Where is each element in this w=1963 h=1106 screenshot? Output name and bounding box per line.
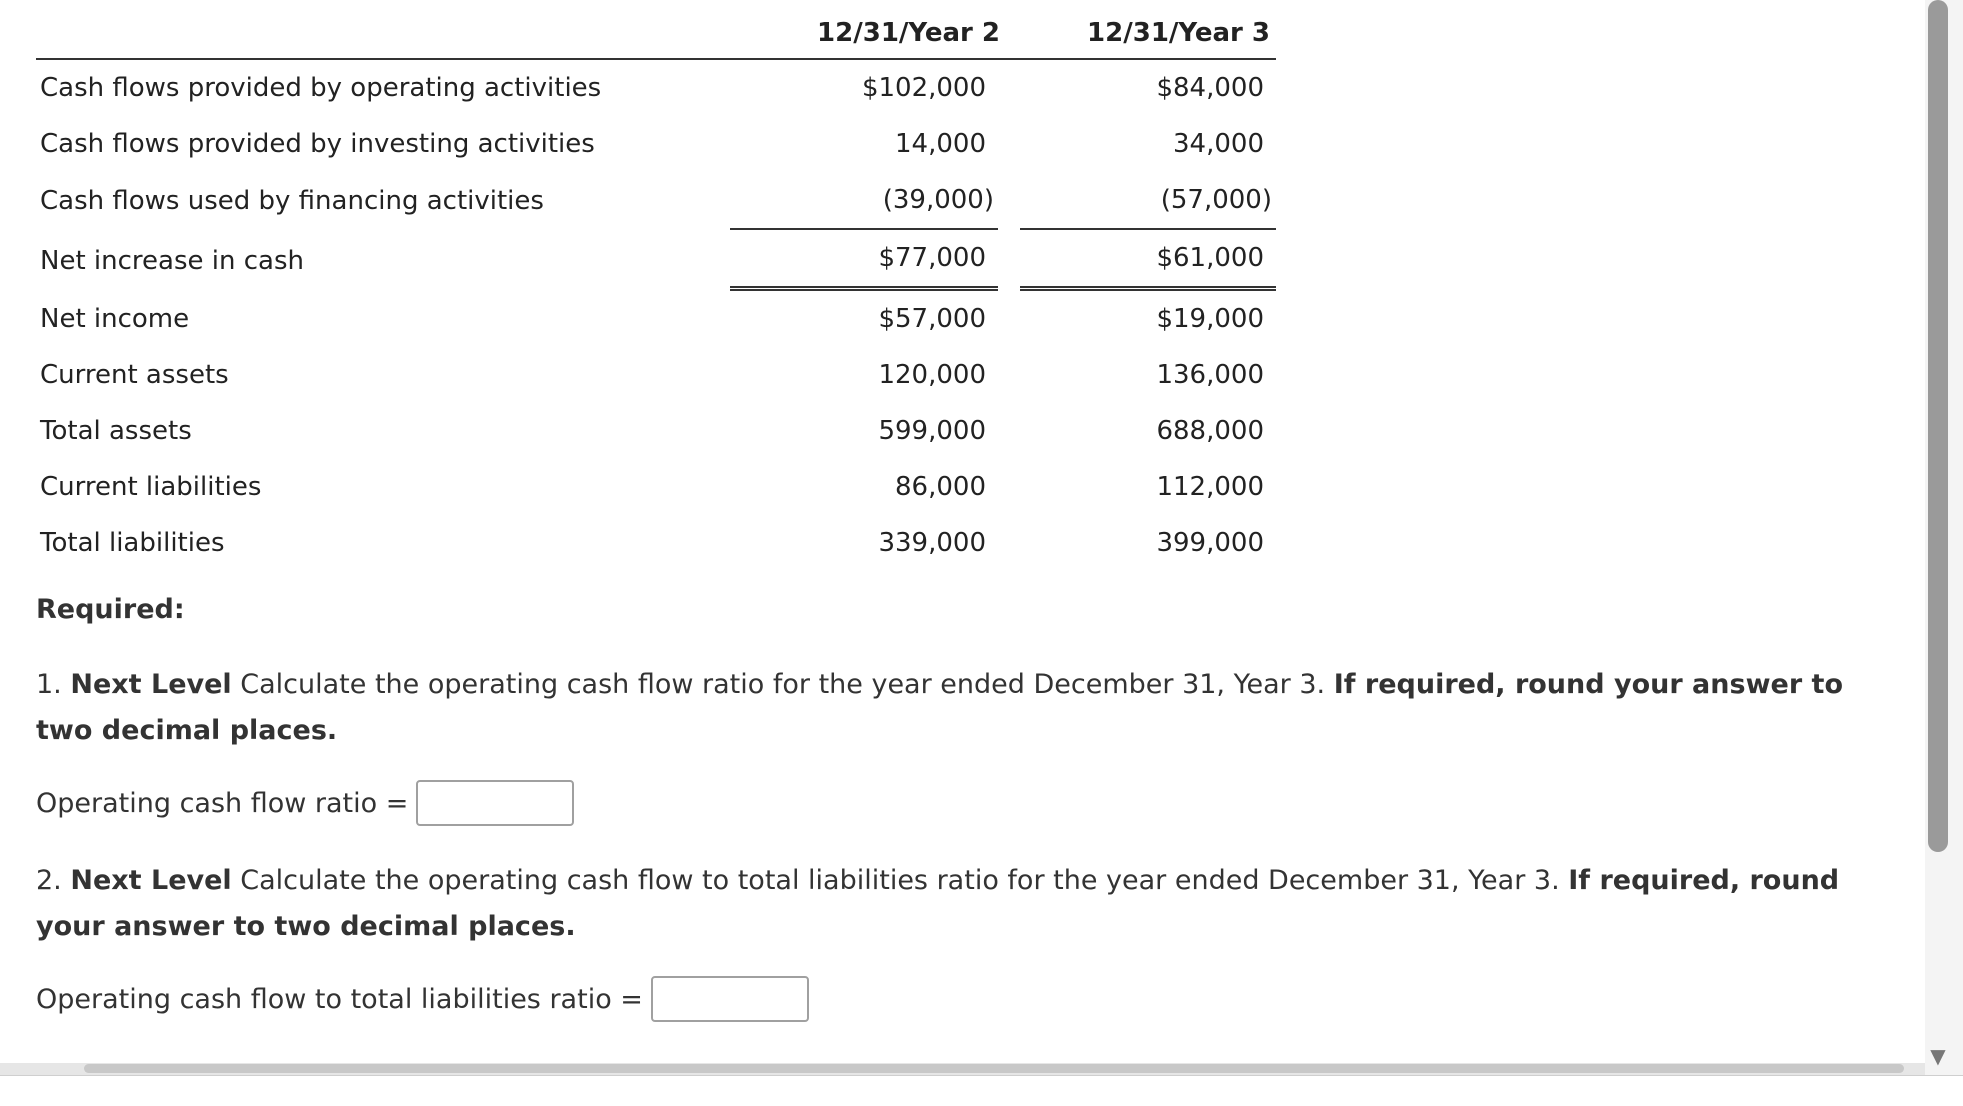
row-label: Cash flows provided by investing activities (40, 129, 595, 159)
question-number: 1. (36, 669, 62, 700)
table-row (36, 347, 1276, 403)
question-level: Next Level (70, 865, 232, 896)
value-year-3: 34,000 (1173, 129, 1264, 159)
horizontal-scrollbar-thumb[interactable] (84, 1064, 1904, 1073)
header-year-3: 12/31/Year 3 (1010, 8, 1276, 59)
question-2 (36, 858, 1866, 950)
value-year-2: 339,000 (878, 528, 986, 558)
vertical-scrollbar-thumb[interactable] (1928, 0, 1948, 852)
table-row (36, 230, 1276, 291)
value-year-3: $61,000 (1020, 230, 1276, 291)
value-year-2: $57,000 (878, 304, 986, 334)
table-row (36, 515, 1276, 571)
row-label: Cash flows provided by operating activities (40, 73, 602, 103)
table-header-row (36, 8, 1276, 59)
answer-row-2 (36, 976, 809, 1022)
bottom-divider (0, 1075, 1963, 1106)
value-year-2: 86,000 (895, 472, 986, 502)
row-label: Total assets (40, 416, 192, 446)
value-year-2: (39,000) (730, 172, 998, 230)
operating-cash-flow-ratio-input[interactable] (416, 780, 574, 826)
row-label: Cash flows used by financing activities (40, 186, 544, 216)
required-heading: Required: (36, 594, 185, 625)
row-label: Total liabilities (40, 528, 225, 558)
value-year-2: 120,000 (878, 360, 986, 390)
value-year-3: 399,000 (1156, 528, 1264, 558)
value-year-3: 688,000 (1156, 416, 1264, 446)
question-text: Calculate the operating cash flow ratio for the year ended December 31, Year 3. (240, 669, 1326, 700)
table-row (36, 116, 1276, 172)
header-year-2: 12/31/Year 2 (730, 8, 1010, 59)
financial-data-table (36, 8, 1276, 571)
row-label: Net increase in cash (40, 245, 304, 276)
question-text: Calculate the operating cash flow to total liabilities ratio for the year ended December 31, Year 3. (240, 865, 1560, 896)
answer-row-1 (36, 780, 574, 826)
question-level: Next Level (70, 669, 232, 700)
value-year-3: $84,000 (1156, 73, 1264, 103)
value-year-2: $102,000 (861, 73, 986, 103)
value-year-2: 14,000 (895, 129, 986, 159)
table-row (36, 291, 1276, 347)
value-year-3: 112,000 (1156, 472, 1264, 502)
table-row (36, 172, 1276, 230)
scroll-down-arrow-icon[interactable]: ▼ (1930, 1044, 1946, 1068)
answer-label: Operating cash flow ratio = (36, 787, 409, 819)
table-row (36, 59, 1276, 116)
question-1 (36, 662, 1866, 754)
question-emphasis: If required, round your answer to two decimal places. (36, 669, 1843, 746)
table-row (36, 403, 1276, 459)
row-label: Current assets (40, 360, 229, 390)
header-label-column (36, 8, 730, 59)
value-year-3: $19,000 (1156, 304, 1264, 334)
value-year-3: 136,000 (1156, 360, 1264, 390)
value-year-2: 599,000 (878, 416, 986, 446)
table-row (36, 459, 1276, 515)
answer-label: Operating cash flow to total liabilities ratio = (36, 983, 643, 1015)
value-year-3: (57,000) (1020, 172, 1276, 230)
row-label: Current liabilities (40, 472, 262, 502)
question-emphasis: If required, round your answer to two decimal places. (36, 865, 1840, 942)
row-label: Net income (40, 304, 190, 334)
cash-flow-to-liabilities-ratio-input[interactable] (651, 976, 809, 1022)
question-number: 2. (36, 865, 62, 896)
value-year-2: $77,000 (730, 230, 998, 291)
